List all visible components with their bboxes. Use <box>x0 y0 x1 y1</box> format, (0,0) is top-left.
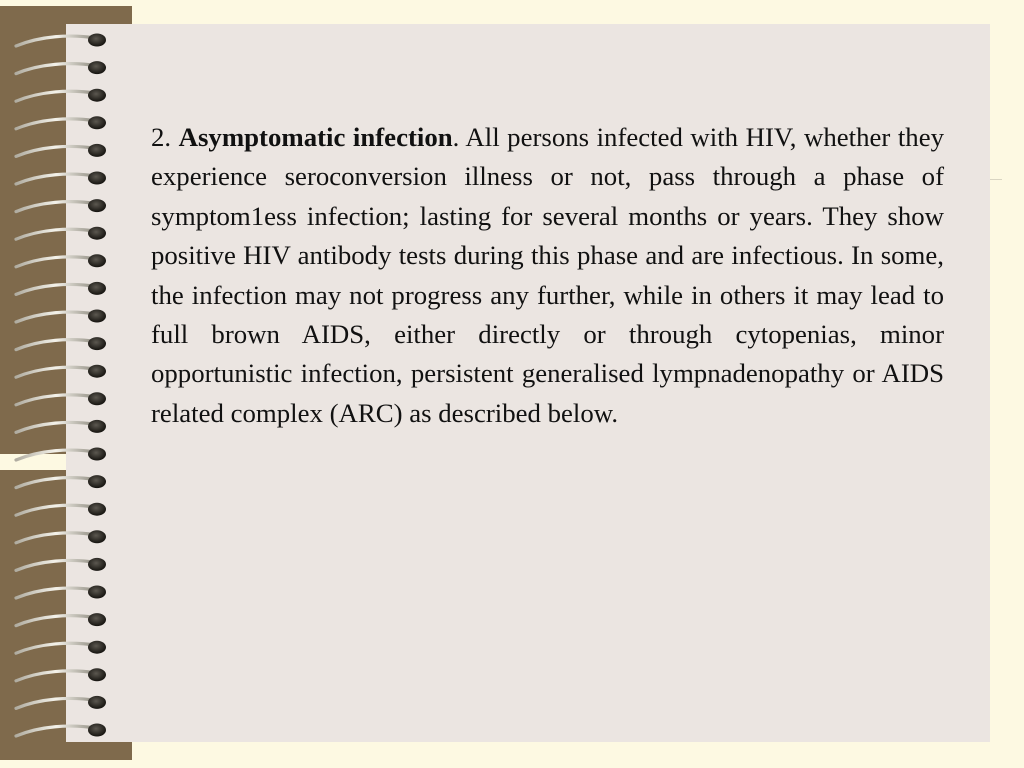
body-text: All persons infected with HIV, whether they experience seroconversion illness or not, pass through a phase of symptom1ess infection; lasting for several months or years. They show positive HIV antibody tests during this phase and are infectious. In some, the infection may not progress any further, while in others it may lead to full brown AIDS, either directly or through cytopenias, minor opportunistic infection, persistent generalised lympnadenopathy or AIDS related complex (ARC) as described below. <box>151 122 944 428</box>
heading-period: . <box>452 122 460 152</box>
section-heading: Asymptomatic infection <box>178 122 453 152</box>
slide-paragraph <box>151 118 944 433</box>
list-number: 2. <box>151 122 172 152</box>
